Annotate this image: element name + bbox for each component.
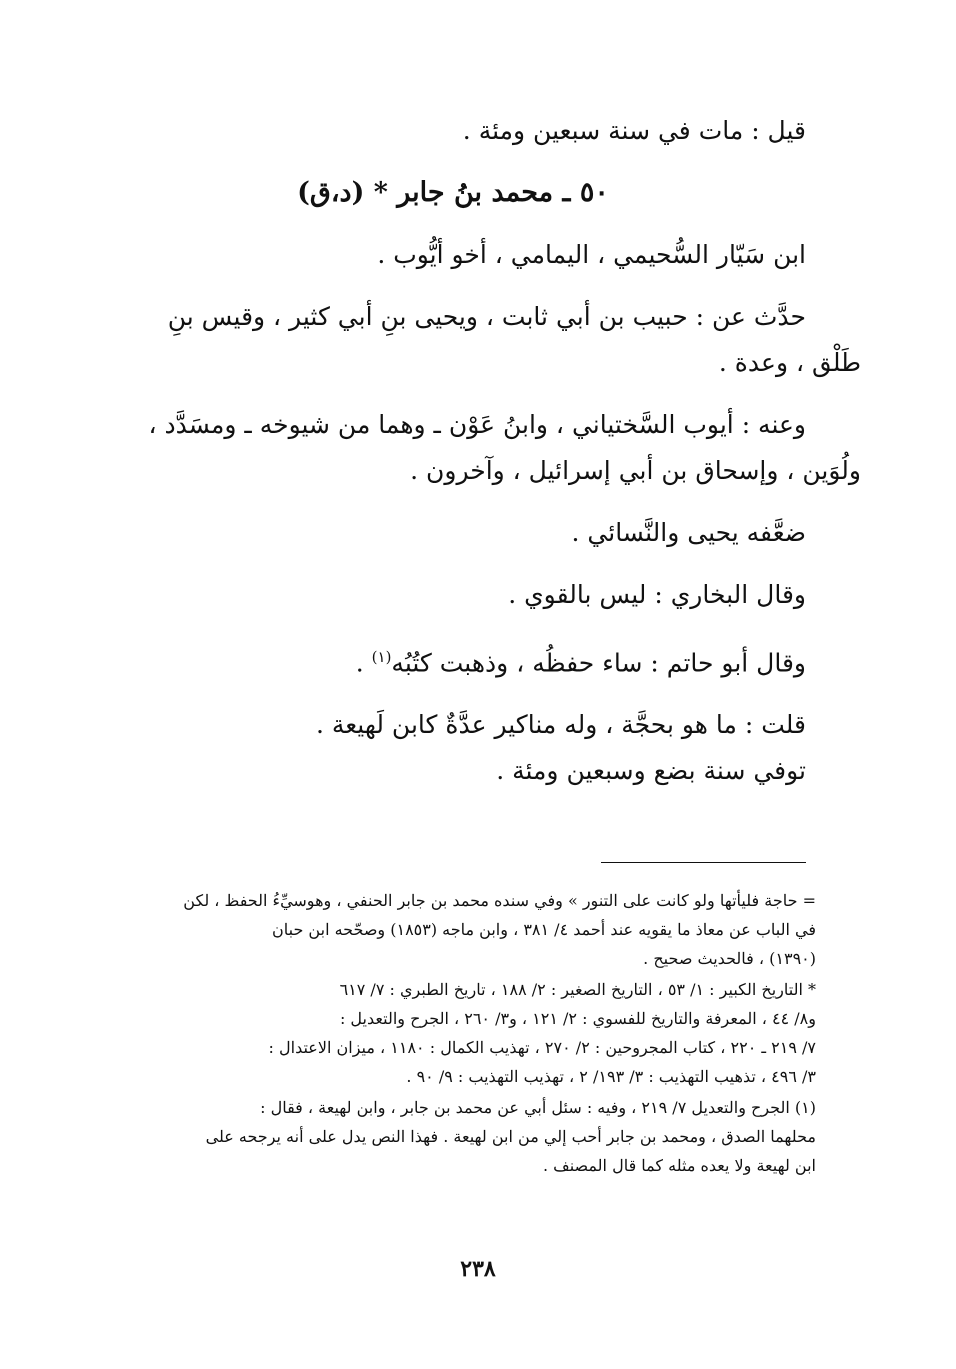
footnotes [140,886,816,1182]
footnote-continuation [140,886,816,973]
footnote-ref-1: (١) [371,648,392,666]
opening-line: قيل : مات في سنة سبعين ومئة . [462,116,806,145]
abu-hatim-end: . [355,648,372,678]
footnote-line: ٧/ ٢١٩ ـ ٢٢٠ ، كتاب المجروحين : ٢/ ٢٧٠ ، تهذيب الكمال : ١١٨٠ ، ميزان الاعتدال : [268,1038,816,1057]
footnote-separator [601,862,806,863]
footnote-line: و٨/ ٤٤ ، المعرفة والتاريخ للفسوي : ٢/ ١٢١ ، و٣/ ٢٦٠ ، الجرح والتعديل : [339,1009,816,1028]
weakened-by-line: ضعَّفه يحيى والنَّسائي . [571,518,806,547]
footnote-line: (١) الجرح والتعديل ٧/ ٢١٩ ، وفيه : سئل أبي عن محمد بن جابر ، وابن لهيعة ، فقال : [260,1098,816,1117]
footnote-line: ٣/ ٤٩٦ ، تذهيب التهذيب : ٣/ ١٩٣/ ٢ ، تهذيب التهذيب : ٩/ ٩٠ . [406,1067,816,1086]
abu-hatim-text: وقال أبو حاتم : ساء حفظُه ، وذهبت كتُبُه [391,648,806,678]
narrators-line-2: ولُوَين ، وإسحاق بن أبي إسرائيل ، وآخرون . [410,456,861,485]
footnote-line: = حاجة فليأتها ولو كانت على التنور » وفي سنده محمد بن جابر الحنفي ، وهوسيِّءُ الحفظ ، لكن [183,891,816,910]
entry-heading: ٥٠ ـ محمد بنُ جابر * (د،ق) [297,177,609,208]
abu-hatim-line [140,634,806,686]
footnote-line: محلهما الصدق ، ومحمد بن جابر أحب إلي من ابن لهيعة . فهذا النص يدل على أنه يرجحه على [205,1127,816,1146]
main-text [140,108,861,794]
narrators-line-1: وعنه : أيوب السَّختياني ، وابنُ عَوْن ـ وهما من شيوخه ـ ومسَدَّد ، [148,410,806,439]
narrated-from-line-1: حدَّث عن : حبيب بن أبي ثابت ، ويحيى بنِ أبي كثير ، وقيس بنِ [167,302,806,331]
footnote-1 [140,1093,816,1180]
lineage-line: ابن سَيّار السُّحيمي ، اليمامي ، أخو أيُّوب . [377,240,806,269]
death-line: توفي سنة بضع وسبعين ومئة . [496,756,806,786]
bukhari-line: وقال البخاري : ليس بالقوي . [508,580,806,609]
footnote-line: (١٣٩٠) ، فالحديث صحيح . [643,949,816,968]
footnote-sources [140,975,816,1091]
page-number: ٢٣٨ [460,1256,496,1282]
author-opinion-line: قلت : ما هو بحجَّة ، وله مناكير عدَّةٌ كابن لَهيعة . [315,710,806,740]
narrated-from-line-2: طَلْق ، وعدة . [718,348,861,377]
footnote-line: ابن لهيعة ولا يعده مثله كما قال المصنف . [542,1156,816,1175]
footnote-line: في الباب عن معاذ ما يقويه عند أحمد ٤/ ٣٨١ ، وابن ماجه (١٨٥٣) وصحّحه ابن حبان [272,920,816,939]
footnote-line: * التاريخ الكبير : ١/ ٥٣ ، التاريخ الصغير : ٢/ ١٨٨ ، تاريخ الطبري : ٧/ ٦١٧ [339,980,816,999]
